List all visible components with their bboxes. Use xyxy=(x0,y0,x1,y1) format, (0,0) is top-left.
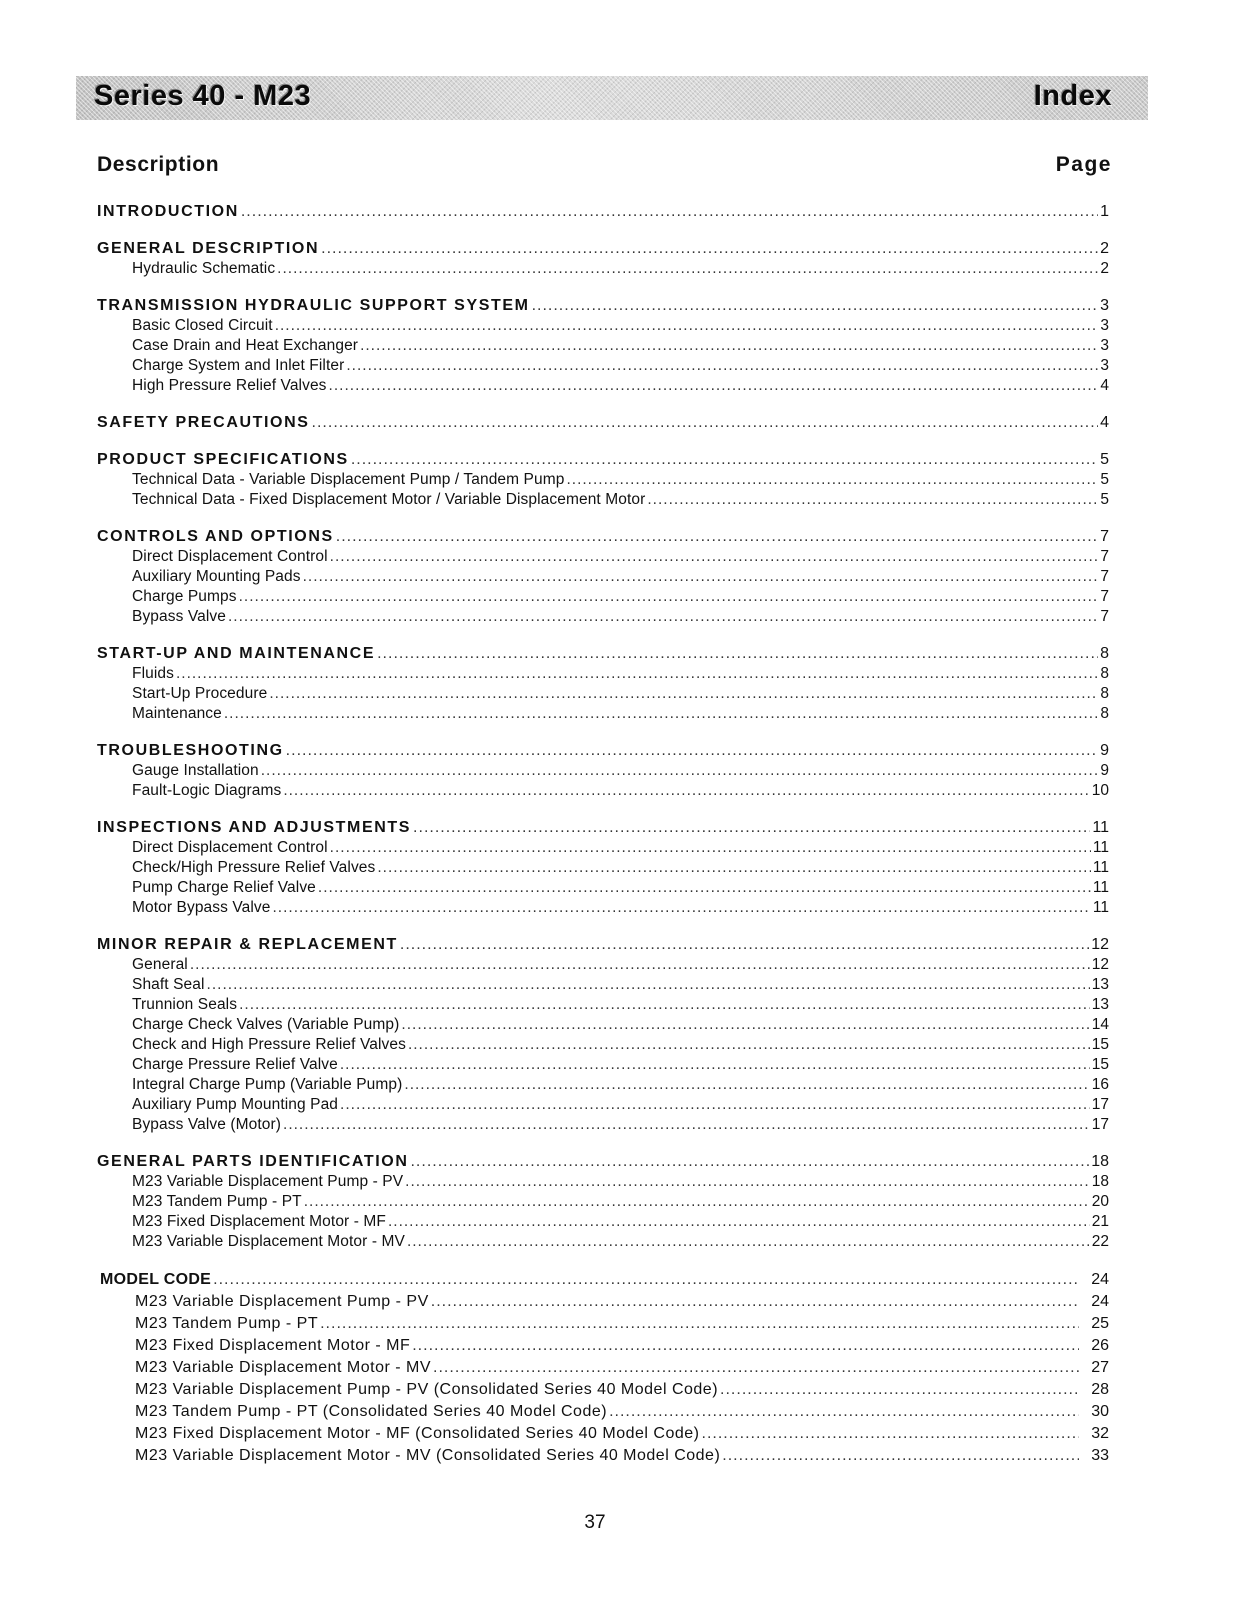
dot-leader xyxy=(401,1015,1089,1035)
entry-label: Charge Check Valves (Variable Pump) xyxy=(132,1016,400,1033)
section-title: START-UP AND MAINTENANCE xyxy=(97,645,376,662)
entry-page-number: 13 xyxy=(1091,976,1109,993)
dot-leader xyxy=(273,898,1091,918)
toc-section-heading xyxy=(97,935,1109,955)
entry-page-number: 9 xyxy=(1100,762,1109,779)
toc-entry xyxy=(97,1035,1109,1055)
entry-page-number: 26 xyxy=(1091,1337,1109,1354)
entry-page-number: 11 xyxy=(1092,859,1109,876)
dot-leader xyxy=(566,470,1098,490)
entry-page-number: 27 xyxy=(1091,1359,1109,1376)
toc-section xyxy=(97,296,1109,396)
entry-label: Fault-Logic Diagrams xyxy=(132,782,282,799)
entry-label: Integral Charge Pump (Variable Pump) xyxy=(132,1076,403,1093)
section-title: GENERAL DESCRIPTION xyxy=(97,240,320,257)
dot-leader xyxy=(400,935,1089,955)
entry-page-number: 28 xyxy=(1091,1381,1109,1398)
toc-section xyxy=(97,1152,1109,1252)
dot-leader xyxy=(433,1357,1079,1379)
toc-section xyxy=(97,450,1109,510)
dot-leader xyxy=(330,547,1099,567)
dot-leader xyxy=(413,818,1090,838)
toc-section-heading xyxy=(97,1269,1109,1291)
dot-leader xyxy=(408,1035,1090,1055)
toc-entry xyxy=(97,1423,1109,1445)
toc-entry xyxy=(97,781,1109,801)
section-title: PRODUCT SPECIFICATIONS xyxy=(97,451,349,468)
dot-leader xyxy=(407,1232,1090,1252)
toc-entry xyxy=(97,490,1109,510)
entry-label: M23 Variable Displacement Pump - PV xyxy=(132,1173,404,1190)
toc-entry xyxy=(97,470,1109,490)
section-title: INTRODUCTION xyxy=(97,203,239,220)
toc-entry xyxy=(97,316,1109,336)
toc-section-heading xyxy=(97,1152,1109,1172)
toc-section-heading xyxy=(97,413,1109,433)
entry-page-number: 33 xyxy=(1091,1447,1109,1464)
toc-entry xyxy=(97,858,1109,878)
entry-label: Fluids xyxy=(132,665,174,682)
toc-entry xyxy=(97,336,1109,356)
entry-page-number: 13 xyxy=(1091,996,1109,1013)
section-title: TROUBLESHOOTING xyxy=(97,742,284,759)
entry-label: Bypass Valve (Motor) xyxy=(132,1116,282,1133)
entry-page-number: 7 xyxy=(1100,528,1109,545)
entry-label: Motor Bypass Valve xyxy=(132,899,271,916)
entry-label: Auxiliary Mounting Pads xyxy=(132,568,301,585)
dot-leader xyxy=(303,567,1099,587)
entry-label: Charge System and Inlet Filter xyxy=(132,357,345,374)
entry-label: M23 Variable Displacement Motor - MV xyxy=(135,1359,432,1376)
table-of-contents xyxy=(97,202,1109,1484)
toc-section-heading xyxy=(97,818,1109,838)
toc-section xyxy=(97,741,1109,801)
section-title: SAFETY PRECAUTIONS xyxy=(97,414,310,431)
toc-section xyxy=(97,935,1109,1135)
toc-section-model-code xyxy=(97,1269,1109,1467)
dot-leader xyxy=(283,781,1089,801)
dot-leader xyxy=(351,450,1098,470)
entry-label: Technical Data - Variable Displacement Pump / Tandem Pump xyxy=(132,471,565,488)
dot-leader xyxy=(431,1291,1079,1313)
toc-entry xyxy=(97,1212,1109,1232)
header-index-label: Index xyxy=(1033,80,1112,112)
toc-section xyxy=(97,644,1109,724)
dot-leader xyxy=(388,1212,1090,1232)
toc-entry xyxy=(97,1192,1109,1212)
toc-entry xyxy=(97,1379,1109,1401)
dot-leader xyxy=(207,975,1090,995)
dot-leader xyxy=(261,761,1099,781)
description-column-heading: Description xyxy=(97,153,220,176)
dot-leader xyxy=(304,1192,1090,1212)
dot-leader xyxy=(321,239,1098,259)
entry-label: Case Drain and Heat Exchanger xyxy=(132,337,359,354)
entry-page-number: 16 xyxy=(1091,1076,1109,1093)
toc-entry xyxy=(97,1401,1109,1423)
dot-leader xyxy=(360,336,1098,356)
entry-page-number: 11 xyxy=(1092,819,1109,836)
entry-page-number: 10 xyxy=(1091,782,1109,799)
toc-entry xyxy=(97,607,1109,627)
toc-section xyxy=(97,527,1109,627)
entry-label: General xyxy=(132,956,188,973)
entry-label: Pump Charge Relief Valve xyxy=(132,879,316,896)
section-title: CONTROLS AND OPTIONS xyxy=(97,528,334,545)
entry-page-number: 8 xyxy=(1100,665,1109,682)
entry-label: Basic Closed Circuit xyxy=(132,317,273,334)
entry-page-number: 5 xyxy=(1100,471,1109,488)
page-number: 37 xyxy=(584,1512,606,1533)
toc-section-heading xyxy=(97,296,1109,316)
toc-section-heading xyxy=(97,644,1109,664)
dot-leader xyxy=(346,356,1098,376)
dot-leader xyxy=(720,1379,1079,1401)
entry-page-number: 17 xyxy=(1091,1096,1109,1113)
toc-entry xyxy=(97,1172,1109,1192)
dot-leader xyxy=(377,858,1091,878)
entry-label: Auxiliary Pump Mounting Pad xyxy=(132,1096,339,1113)
entry-page-number: 17 xyxy=(1091,1116,1109,1133)
entry-page-number: 30 xyxy=(1091,1403,1109,1420)
toc-entry xyxy=(97,975,1109,995)
dot-leader xyxy=(239,587,1099,607)
entry-page-number: 8 xyxy=(1100,685,1109,702)
entry-label: M23 Variable Displacement Pump - PV (Consolidated Series 40 Model Code) xyxy=(135,1381,719,1398)
section-title: GENERAL PARTS IDENTIFICATION xyxy=(97,1153,409,1170)
entry-page-number: 25 xyxy=(1091,1315,1109,1332)
entry-label: Trunnion Seals xyxy=(132,996,238,1013)
entry-label: M23 Tandem Pump - PT (Consolidated Series 40 Model Code) xyxy=(135,1403,608,1420)
toc-entry xyxy=(97,704,1109,724)
entry-label: M23 Variable Displacement Motor - MV xyxy=(132,1233,405,1250)
dot-leader xyxy=(228,607,1098,627)
dot-leader xyxy=(340,1055,1090,1075)
entry-page-number: 3 xyxy=(1100,337,1109,354)
entry-label: Direct Displacement Control xyxy=(132,839,328,856)
entry-page-number: 7 xyxy=(1100,568,1109,585)
toc-entry xyxy=(97,1075,1109,1095)
dot-leader xyxy=(320,1313,1079,1335)
entry-page-number: 11 xyxy=(1092,879,1109,896)
dot-leader xyxy=(532,296,1099,316)
entry-page-number: 24 xyxy=(1091,1293,1109,1310)
entry-page-number: 11 xyxy=(1092,899,1109,916)
entry-page-number: 2 xyxy=(1100,240,1109,257)
entry-page-number: 4 xyxy=(1100,377,1109,394)
entry-label: Check and High Pressure Relief Valves xyxy=(132,1036,406,1053)
toc-entry xyxy=(97,1313,1109,1335)
toc-entry xyxy=(97,1291,1109,1313)
toc-entry xyxy=(97,955,1109,975)
entry-page-number: 1 xyxy=(1100,203,1109,220)
entry-label: M23 Fixed Displacement Motor - MF (Consolidated Series 40 Model Code) xyxy=(135,1425,700,1442)
toc-section xyxy=(97,239,1109,279)
entry-label: M23 Variable Displacement Pump - PV xyxy=(135,1293,429,1310)
dot-leader xyxy=(722,1445,1079,1467)
section-title: TRANSMISSION HYDRAULIC SUPPORT SYSTEM xyxy=(97,297,530,314)
entry-page-number: 14 xyxy=(1091,1016,1109,1033)
entry-page-number: 21 xyxy=(1091,1213,1109,1230)
toc-entry xyxy=(97,1357,1109,1379)
toc-entry xyxy=(97,898,1109,918)
toc-entry xyxy=(97,1445,1109,1467)
toc-entry xyxy=(97,878,1109,898)
entry-page-number: 15 xyxy=(1091,1036,1109,1053)
toc-entry xyxy=(97,1115,1109,1135)
dot-leader xyxy=(241,202,1098,222)
entry-page-number: 32 xyxy=(1091,1425,1109,1442)
dot-leader xyxy=(286,741,1098,761)
entry-page-number: 9 xyxy=(1100,742,1109,759)
dot-leader xyxy=(336,527,1098,547)
toc-entry xyxy=(97,838,1109,858)
entry-page-number: 12 xyxy=(1091,936,1109,953)
dot-leader xyxy=(176,664,1098,684)
toc-entry xyxy=(97,1055,1109,1075)
dot-leader xyxy=(405,1172,1090,1192)
entry-label: M23 Fixed Displacement Motor - MF xyxy=(132,1213,386,1230)
entry-label: Maintenance xyxy=(132,705,222,722)
entry-label: Direct Displacement Control xyxy=(132,548,328,565)
toc-section-heading xyxy=(97,202,1109,222)
toc-section-heading xyxy=(97,527,1109,547)
dot-leader xyxy=(277,259,1098,279)
toc-entry xyxy=(97,664,1109,684)
dot-leader xyxy=(269,684,1098,704)
entry-label: Gauge Installation xyxy=(132,762,259,779)
dot-leader xyxy=(340,1095,1090,1115)
entry-page-number: 18 xyxy=(1091,1153,1109,1170)
toc-section-heading xyxy=(97,450,1109,470)
dot-leader xyxy=(283,1115,1090,1135)
toc-entry xyxy=(97,259,1109,279)
entry-label: Charge Pumps xyxy=(132,588,237,605)
entry-page-number: 22 xyxy=(1091,1233,1109,1250)
entry-label: M23 Fixed Displacement Motor - MF xyxy=(135,1337,411,1354)
dot-leader xyxy=(312,413,1099,433)
dot-leader xyxy=(275,316,1099,336)
entry-page-number: 7 xyxy=(1100,608,1109,625)
page-column-heading: Page xyxy=(1055,153,1112,176)
entry-page-number: 7 xyxy=(1100,548,1109,565)
dot-leader xyxy=(404,1075,1089,1095)
toc-entry xyxy=(97,684,1109,704)
entry-label: Technical Data - Fixed Displacement Motor / Variable Displacement Motor xyxy=(132,491,646,508)
dot-leader xyxy=(647,490,1098,510)
entry-label: Shaft Seal xyxy=(132,976,205,993)
entry-label: M23 Tandem Pump - PT xyxy=(132,1193,302,1210)
entry-page-number: 5 xyxy=(1100,491,1109,508)
toc-entry xyxy=(97,761,1109,781)
entry-label: Charge Pressure Relief Valve xyxy=(132,1056,338,1073)
entry-page-number: 8 xyxy=(1100,705,1109,722)
toc-section xyxy=(97,202,1109,222)
entry-page-number: 15 xyxy=(1091,1056,1109,1073)
entry-page-number: 3 xyxy=(1100,317,1109,334)
toc-section xyxy=(97,818,1109,918)
entry-page-number: 11 xyxy=(1092,839,1109,856)
toc-entry xyxy=(97,356,1109,376)
entry-page-number: 24 xyxy=(1091,1271,1109,1288)
dot-leader xyxy=(412,1335,1079,1357)
toc-entry xyxy=(97,1335,1109,1357)
toc-entry xyxy=(97,1232,1109,1252)
dot-leader xyxy=(609,1401,1079,1423)
section-title: MODEL CODE xyxy=(100,1271,212,1288)
toc-section-heading xyxy=(97,239,1109,259)
dot-leader xyxy=(190,955,1090,975)
toc-entry xyxy=(97,1095,1109,1115)
entry-page-number: 18 xyxy=(1091,1173,1109,1190)
toc-entry xyxy=(97,376,1109,396)
section-title: MINOR REPAIR & REPLACEMENT xyxy=(97,936,398,953)
entry-page-number: 20 xyxy=(1091,1193,1109,1210)
toc-entry xyxy=(97,1015,1109,1035)
entry-label: Bypass Valve xyxy=(132,608,226,625)
toc-entry xyxy=(97,547,1109,567)
entry-page-number: 4 xyxy=(1100,414,1109,431)
dot-leader xyxy=(410,1152,1089,1172)
dot-leader xyxy=(702,1423,1080,1445)
toc-entry xyxy=(97,567,1109,587)
dot-leader xyxy=(224,704,1099,724)
entry-page-number: 8 xyxy=(1100,645,1109,662)
dot-leader xyxy=(329,376,1099,396)
header-title: Series 40 - M23 xyxy=(94,80,312,112)
entry-page-number: 5 xyxy=(1100,451,1109,468)
toc-entry xyxy=(97,587,1109,607)
toc-section xyxy=(97,413,1109,433)
entry-page-number: 12 xyxy=(1091,956,1109,973)
entry-page-number: 3 xyxy=(1100,297,1109,314)
entry-label: Check/High Pressure Relief Valves xyxy=(132,859,376,876)
header-banner xyxy=(76,76,1148,120)
entry-page-number: 2 xyxy=(1100,260,1109,277)
entry-page-number: 7 xyxy=(1100,588,1109,605)
entry-page-number: 3 xyxy=(1100,357,1109,374)
section-title: INSPECTIONS AND ADJUSTMENTS xyxy=(97,819,412,836)
dot-leader xyxy=(213,1269,1079,1291)
entry-label: Hydraulic Schematic xyxy=(132,260,276,277)
entry-label: High Pressure Relief Valves xyxy=(132,377,327,394)
dot-leader xyxy=(239,995,1090,1015)
toc-section-heading xyxy=(97,741,1109,761)
dot-leader xyxy=(318,878,1091,898)
dot-leader xyxy=(377,644,1098,664)
dot-leader xyxy=(330,838,1091,858)
entry-label: M23 Variable Displacement Motor - MV (Consolidated Series 40 Model Code) xyxy=(135,1447,721,1464)
entry-label: Start-Up Procedure xyxy=(132,685,268,702)
toc-entry xyxy=(97,995,1109,1015)
entry-label: M23 Tandem Pump - PT xyxy=(135,1315,319,1332)
